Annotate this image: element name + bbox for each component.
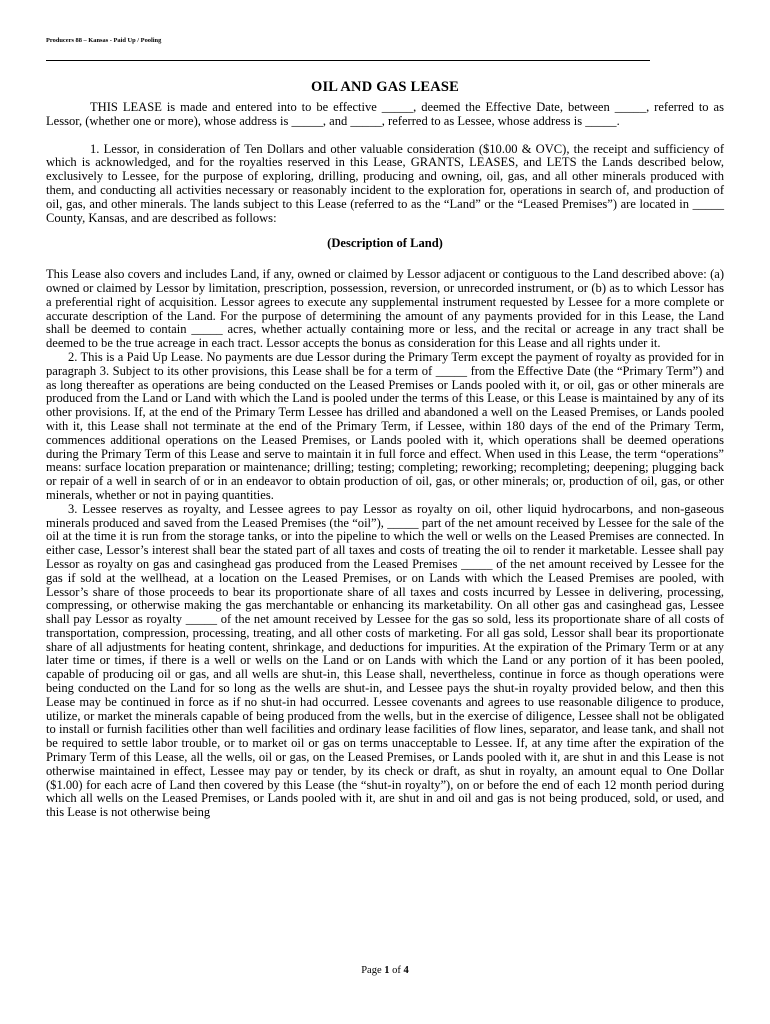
document-header: Producers 88 – Kansas - Paid Up / Pooling: [46, 37, 162, 44]
of-word: of: [392, 965, 401, 976]
paragraph-1: 1. Lessor, in consideration of Ten Dollars and other valuable consideration ($10.00 & OVC), the receipt and sufficiency of which is acknowledged, and for the royalties reserved in this Lease, GRANTS, LEASES, and LETS the Lands described below, exclusively to Lessee, for the purpose of exploring, drilling, producing and owning, oil, gas, and all other minerals produced with them, and conducting all activities necessary or reasonably incident to the exploration for, operations in search of, and production of oil, gas, and other minerals. The lands subject to this Lease (referred to as the “Land” or the “Leased Premises”) are located in _____ County, Kansas, and are described as follows:: [46, 141, 724, 225]
paragraph-2: 2. This is a Paid Up Lease. No payments are due Lessor during the Primary Term except the payment of royalty as provided for in paragraph 3. Subject to its other provisions, this Lease shall be for a term of _____ from the Effective Date (the “Primary Term”) and as long thereafter as operations are being conducted on the Leased Premises or Lands pooled with it, or oil, gas or other minerals are produced from the Land or Land with which the Land is pooled under the terms of this Lease, or this Lease is maintained by any of its other provisions. If, at the end of the Primary Term Lessee has drilled and abandoned a well on the Leased Premises, or Lands pooled with it, this Lease shall not terminate at the end of the Primary Term, if Lessee, within 180 days of the end of the Primary Term, commences additional operations on the Leased Premises, or Lands pooled with it, which operations shall be deemed operations during the Primary Term of this Lease and serve to maintain it in full force and effect. When used in this Lease, the term “operations” means: surface location preparation or maintenance; drilling; testing; completing; reworking; recompleting; deepening; plugging back or repair of a well in search of or in an endeavor to obtain production of oil, gas, or other minerals; or, production of oil, gas, or other minerals, whether or not in paying quantities.: [46, 349, 724, 502]
header-divider: [46, 60, 650, 61]
coverage-paragraph: This Lease also covers and includes Land, if any, owned or claimed by Lessor adjacent or contiguous to the Land described above: (a) owned or claimed by Lessor by limitation, prescription, possession, reversion, or unrecorded instrument, or (b) as to which Lessor has a preferential right of acquisition. Lessor agrees to execute any supplemental instrument requested by Lessee for a more complete or accurate description of the Land. For the purpose of determining the amount of any payments provided for in this Lease, the Land shall be deemed to contain _____ acres, whether actually containing more or less, and the recital or acreage in any tract shall be deemed to be the true acreage in each tract. Lessor accepts the bonus as consideration for this Lease and all rights under it.: [46, 267, 724, 351]
page-total: 4: [403, 965, 409, 976]
page-number: 1: [384, 965, 390, 976]
lease-body: [46, 101, 724, 820]
page-word: Page: [361, 965, 382, 976]
description-heading: (Description of Land): [327, 236, 443, 251]
intro-paragraph: THIS LEASE is made and entered into to be effective _____, deemed the Effective Date, between _____, referred to as Lessor, (whether one or more), whose address is _____, and _____, referred to as Lessee, whose address is _____.: [46, 100, 724, 128]
paragraph-3: 3. Lessee reserves as royalty, and Lessee agrees to pay Lessor as royalty on oil, other liquid hydrocarbons, and non-gaseous minerals produced and saved from the Leased Premises (the “oil”), _____ part of the net amount received by Lessee for the sale of the oil at the time it is run from the storage tanks, or into the pipeline to which the well or wells on the Leased Premises are connected. In either case, Lessor’s interest shall bear the stated part of all taxes and costs of treating the oil to render it marketable. Lessee shall pay Lessor as royalty on gas and casinghead gas produced from the Leased Premises _____ of the net amount received by Lessee for the gas if sold at the wellhead, at a location on the Leased Premises, or on Lands with which the Leased Premises are pooled, with Lessor’s share of those proceeds to bear its proportionate share of all taxes and costs incurred by Lessee in delivering, processing, compressing, or otherwise making the gas merchantable or enhancing its marketability. On all other gas and casinghead gas, Lessee shall pay Lessor as royalty _____ of the net amount received by Lessee for the gas so sold, less its proportionate share of all costs of transportation, compression, processing, treating, and all other costs of marketing. For all gas sold, Lessor shall bear its proportionate share of all adjustments for heating content, shrinkage, and deductions for impurities. At the expiration of the Primary Term or at any later time or times, if there is a well or wells on the Land or on Lands with which the Land or any portion of it has been pooled, capable of producing oil or gas, and all wells are shut-in, this Lease shall, nevertheless, continue in force as though operations were being conducted on the Land for so long as the wells are shut-in, and Lessee pays the shut-in royalty provided below, and then this Lease may be continued in force as if no shut-in had occurred. Lessee covenants and agrees to use reasonable diligence to produce, utilize, or market the minerals capable of being produced from the wells, but in the exercise of diligence, Lessee shall not be obligated to install or furnish facilities other than well facilities and ordinary lease facilities of flow lines, separator, and lease tank, and shall not be required to settle labor trouble, or to market oil or gas on terms unacceptable to Lessee. If, at any time after the expiration of the Primary Term of this Lease, all the wells, oil or gas, on the Leased Premises, or Lands pooled with it, are shut in and this Lease is not otherwise maintained in effect, Lessee may pay or tender, by its check or draft, as shut in royalty, an amount equal to One Dollar ($1.00) for each acre of Land then covered by this Lease (the “shut-in royalty”), on or before the end of each 12 month period during which all wells on the Leased Premises, or Lands pooled with it, are shut in and oil and gas is not being produced, sold, or used, and this Lease is not otherwise being: [46, 501, 724, 820]
page-footer: [0, 965, 770, 976]
page-title: OIL AND GAS LEASE: [310, 79, 460, 95]
